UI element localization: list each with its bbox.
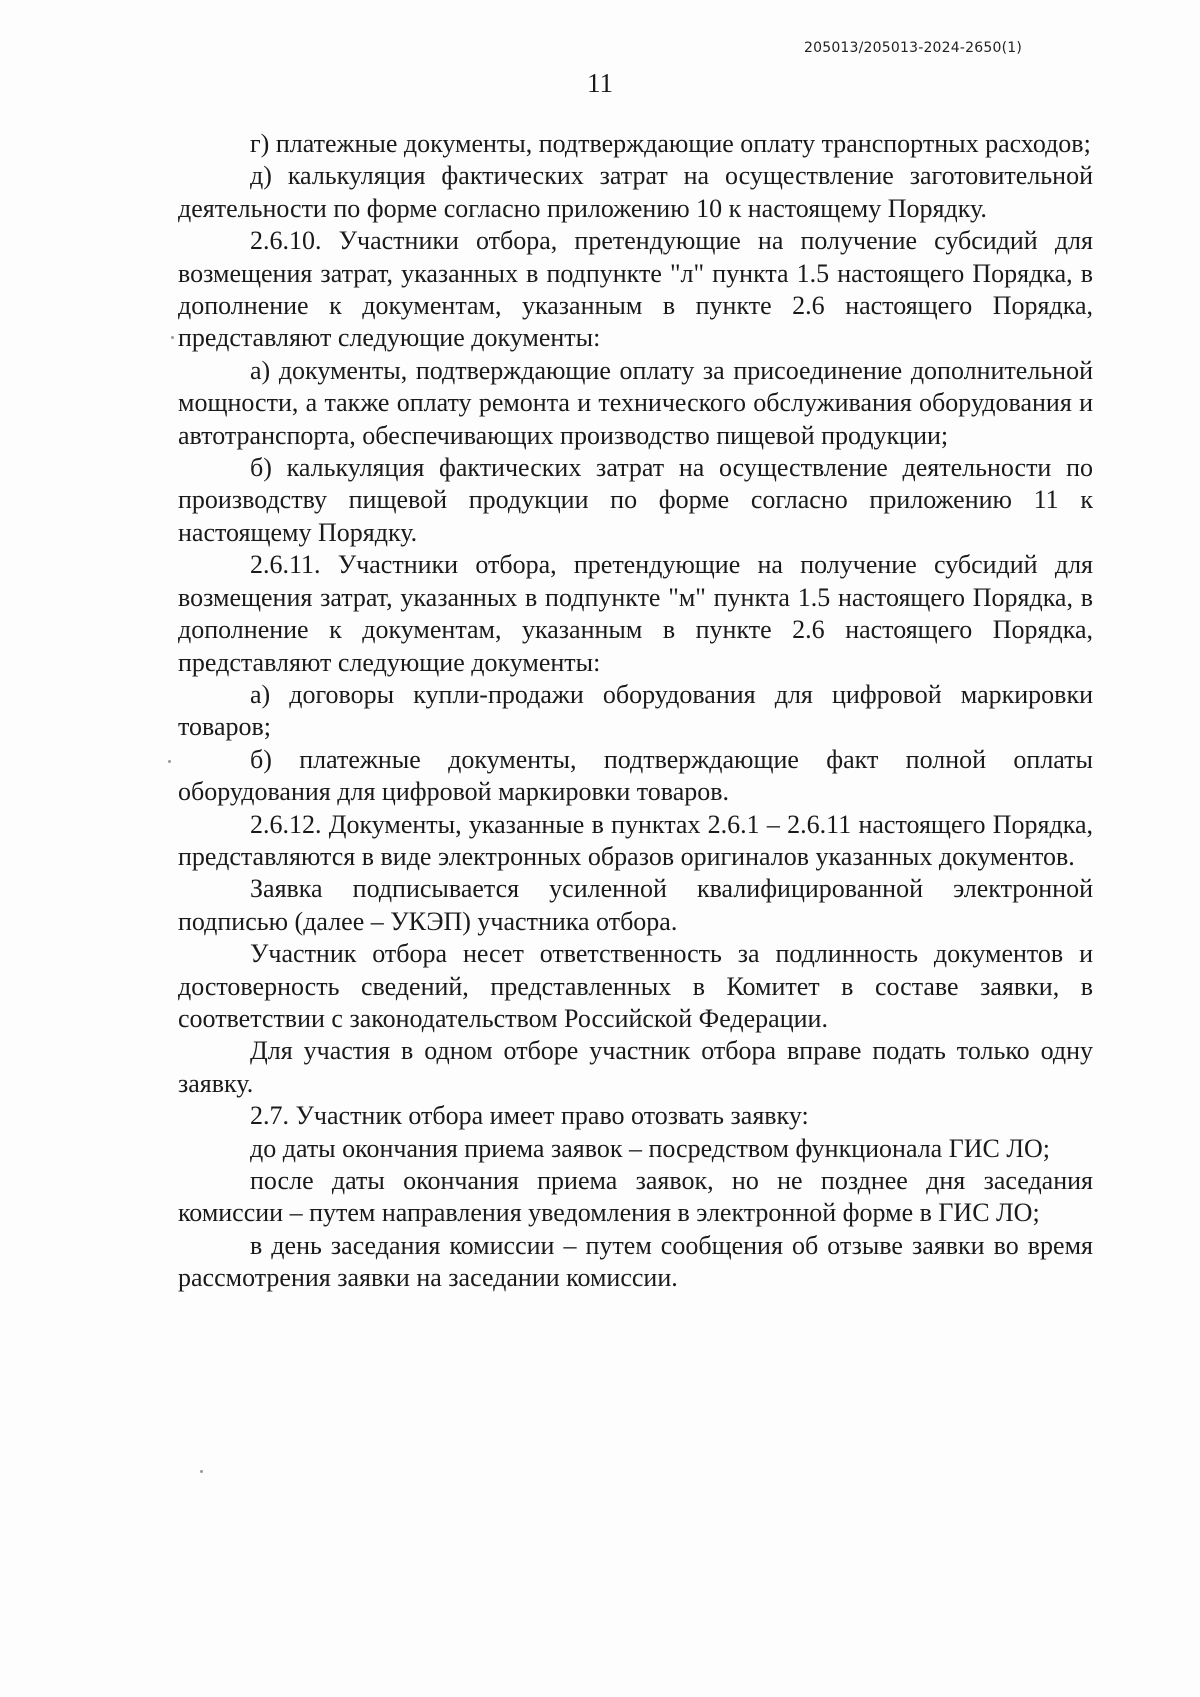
- paragraph-withdraw-before-deadline: до даты окончания приема заявок – посредством функционала ГИС ЛО;: [250, 1133, 1051, 1163]
- paragraph-d-cost-calculation: д) калькуляция фактических затрат на осуществление заготовительной деятельности по форме согласно приложению 10 к настоящему Порядку.: [178, 161, 1093, 223]
- paragraph-2-6-10: 2.6.10. Участники отбора, претендующие на получение субсидий для возмещения затрат, указанных в подпункте "л" пункта 1.5 настоящего Порядка, в дополнение к документам, указанным в пункте 2.6 настоящего Порядка, представляют следующие документы:: [178, 226, 1093, 353]
- document-registration-number: 205013/205013-2024-2650(1): [804, 40, 1022, 56]
- paragraph-application-signature: Заявка подписывается усиленной квалифицированной электронной подписью (далее – УКЭП) участника отбора.: [178, 874, 1093, 936]
- scan-speck: [171, 336, 174, 339]
- paragraph-2-6-11-b: б) платежные документы, подтверждающие факт полной оплаты оборудования для цифровой маркировки товаров.: [178, 744, 1093, 807]
- scan-speck: [168, 760, 171, 763]
- paragraph-2-6-11-a: а) договоры купли-продажи оборудования для цифровой маркировки товаров;: [178, 679, 1093, 742]
- paragraph-2-6-10-a: а) документы, подтверждающие оплату за присоединение дополнительной мощности, а также оплату ремонта и технического обслуживания оборудования и автотранспорта, обеспечивающих производство пищевой продукции;: [178, 355, 1093, 450]
- page-number: 11: [587, 68, 613, 98]
- paragraph-g-payment-documents: г) платежные документы, подтверждающие оплату транспортных расходов;: [250, 129, 1091, 158]
- paragraph-2-6-11: 2.6.11. Участники отбора, претендующие на получение субсидий для возмещения затрат, указанных в подпункте "м" пункта 1.5 настоящего Порядка, в дополнение к документам, указанным в пункте 2.6 настоящего Порядка, представляют следующие документы:: [178, 550, 1093, 677]
- paragraph-withdraw-on-meeting-day: в день заседания комиссии – путем сообщения об отзыве заявки во время рассмотрения заявки на заседании комиссии.: [178, 1230, 1093, 1293]
- paragraph-withdraw-after-deadline: после даты окончания приема заявок, но не позднее дня заседания комиссии – путем направления уведомления в электронной форме в ГИС ЛО;: [178, 1166, 1093, 1228]
- paragraph-2-6-12: 2.6.12. Документы, указанные в пунктах 2.6.1 – 2.6.11 настоящего Порядка, представляются в виде электронных образов оригиналов указанных документов.: [178, 809, 1093, 871]
- scan-speck: [200, 1470, 203, 1473]
- paragraph-2-7: 2.7. Участник отбора имеет право отозвать заявку:: [250, 1101, 809, 1131]
- paragraph-participant-responsibility: Участник отбора несет ответственность за подлинность документов и достоверность сведений, представленных в Комитет в составе заявки, в соответствии с законодательством Российской Федерации.: [178, 939, 1093, 1033]
- paragraph-2-6-10-b: б) калькуляция фактических затрат на осуществление деятельности по производству пищевой продукции по форме согласно приложению 11 к настоящему Порядку.: [178, 453, 1093, 547]
- paragraph-single-application: Для участия в одном отборе участник отбора вправе подать только одну заявку.: [178, 1036, 1093, 1098]
- document-body: [178, 128, 1093, 1295]
